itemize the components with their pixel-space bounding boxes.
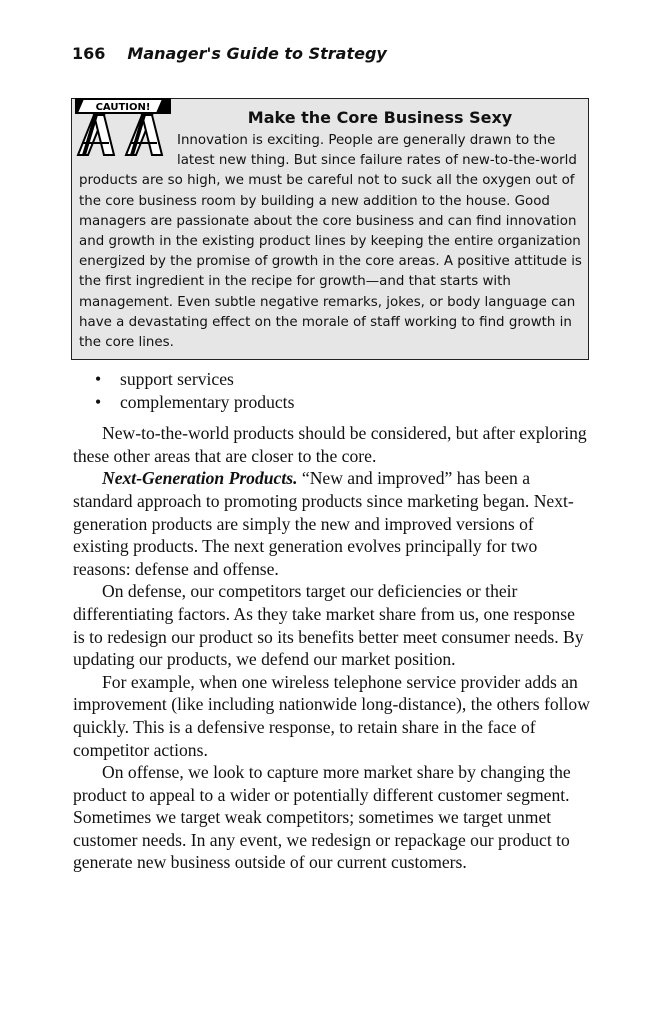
paragraph: On defense, our competitors target our deficiencies or their differentiating factors. As they take market share from us, one response is to redesign our product so its benefits better meet consumer needs. By updating our products, we defend our market position. xyxy=(73,581,584,670)
paragraph: New-to-the-world products should be considered, but after exploring these other areas that are closer to the core. xyxy=(73,423,587,466)
book-title: Manager's Guide to Strategy xyxy=(127,44,387,63)
paragraph-text: “New and improved” has been a standard approach to promoting products since marketing began. Next-generation products are simply the new and improved versions of existing products. The next generation evolves principally for two reasons: defense and offense. xyxy=(73,468,574,579)
list-item: • complementary products xyxy=(95,391,591,414)
caution-text-block xyxy=(79,131,583,353)
caution-title: Make the Core Business Sexy xyxy=(247,108,513,127)
caution-sidebar xyxy=(71,98,589,360)
paragraph: On offense, we look to capture more market share by changing the product to appeal to a wider or potentially different customer segment. Sometimes we target weak competitors; sometimes we target unmet customer needs. In any event, we redesign or repackage our product to generate new business outside of our current customers. xyxy=(73,762,571,873)
caution-label: CAUTION! xyxy=(95,102,151,113)
main-text xyxy=(73,368,591,874)
paragraph: For example, when one wireless telephone service provider adds an improvement (like including nationwide long-distance), the others follow quickly. This is a defensive response, to retain share in the face of competitor actions. xyxy=(73,671,590,760)
caution-text: Innovation is exciting. People are generally drawn to the latest new thing. But since failure rates of new-to-the-world products are so high, we must be careful not to suck all the oxygen out of the core business room by building a new addition to the house. Good managers are passionate about the core business and can find innovation and growth in the existing product lines by keeping the entire organization energized by the promise of growth in the core areas. A positive attitude is the first ingredient in the recipe for growth—and that starts with management. Even subtle negative remarks, jokes, or body language can have a devastating effect on the morale of staff working to find growth in the core lines. xyxy=(79,133,582,351)
running-header xyxy=(72,44,387,63)
list-item: • support services xyxy=(95,368,591,391)
run-in-heading: Next-Generation Products. xyxy=(102,468,298,489)
page-number: 166 xyxy=(72,44,106,63)
bullet-list xyxy=(73,368,591,413)
paragraph xyxy=(73,467,591,580)
